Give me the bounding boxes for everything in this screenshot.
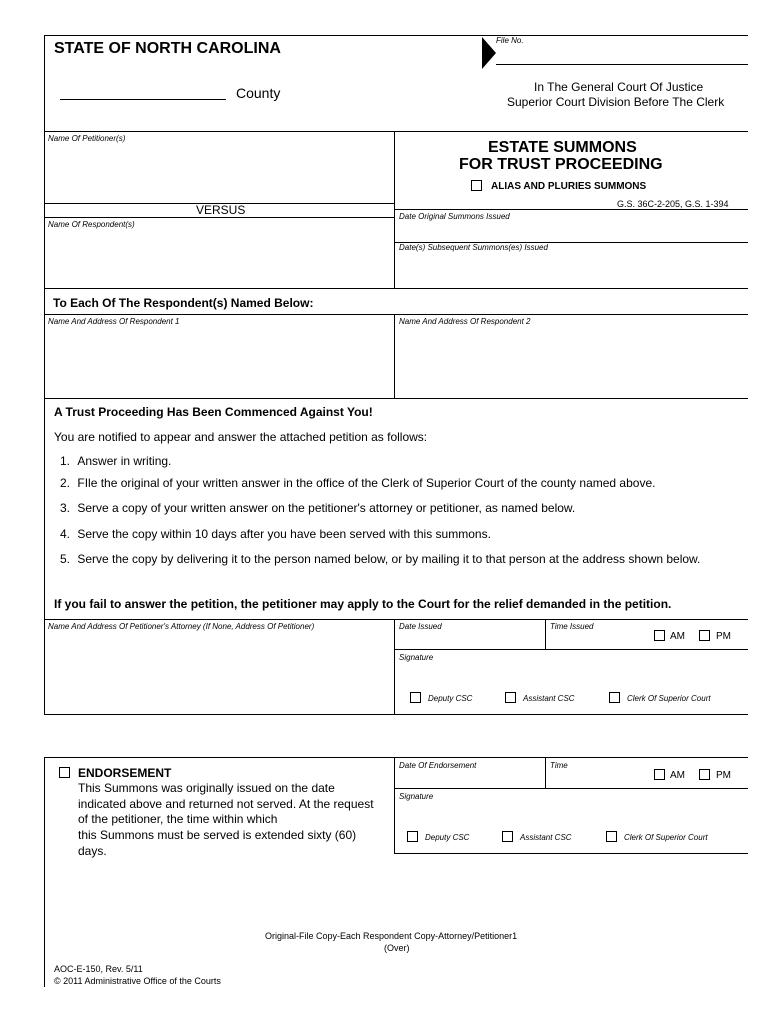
attorney-input[interactable] [48, 633, 388, 711]
signature-input[interactable] [399, 663, 744, 685]
form-title-line2: FOR TRUST PROCEEDING [459, 156, 663, 173]
date-original-input[interactable] [399, 222, 744, 240]
respondents-bottom-rule [44, 398, 748, 399]
endorsement-time-divider [545, 757, 546, 788]
endorsement-checkbox[interactable] [59, 767, 70, 778]
endorsement-date-label: Date Of Endorsement [399, 761, 477, 770]
am-checkbox[interactable] [654, 630, 665, 641]
endorsement-bottom-rule [394, 853, 748, 854]
item-number: 2. [60, 476, 71, 490]
court-line-2: Superior Court Division Before The Clerk [507, 95, 725, 109]
issuance-bottom-rule [44, 714, 748, 715]
title-rule [394, 209, 748, 210]
respondent-2-input[interactable] [399, 328, 744, 394]
time-issued-label: Time Issued [550, 622, 594, 631]
top-rule [44, 35, 748, 36]
date-subsequent-label: Date(s) Subsequent Summons(es) Issued [399, 243, 548, 252]
endorsement-date-input[interactable] [399, 771, 541, 785]
statute-label: G.S. 36C-2-205, G.S. 1-394 [617, 199, 729, 209]
endorsement-line-3: of the petitioner, the time within which [78, 812, 278, 826]
time-divider [545, 619, 546, 649]
petitioner-input[interactable] [48, 146, 388, 200]
alias-label: ALIAS AND PLURIES SUMMONS [491, 181, 647, 192]
alias-checkbox[interactable] [471, 180, 482, 191]
notice-item-2 [60, 476, 655, 490]
endorsement-assistant-label: Assistant CSC [520, 833, 572, 842]
endorsement-divider [394, 757, 395, 853]
county-input[interactable] [60, 84, 226, 98]
respondent-input[interactable] [48, 232, 388, 284]
form-number: AOC-E-150, Rev. 5/11 [54, 964, 143, 974]
endorsement-signature-input[interactable] [399, 802, 744, 824]
endorsement-line-1: This Summons was originally issued on the date [78, 781, 335, 795]
versus-label: VERSUS [196, 203, 246, 217]
clerk-checkbox[interactable] [609, 692, 620, 703]
item-text: Answer in writing. [77, 454, 172, 468]
court-line-1: In The General Court Of Justice [534, 80, 704, 94]
respondents-heading: To Each Of The Respondent(s) Named Below: [53, 296, 314, 310]
item-number: 1. [60, 454, 71, 468]
endorsement-pm-label: PM [716, 770, 731, 781]
endorsement-am-checkbox[interactable] [654, 769, 665, 780]
notice-item-3 [60, 501, 575, 515]
notice-item-4 [60, 527, 491, 541]
endorsement-left-border [44, 757, 45, 987]
endorsement-clerk-label: Clerk Of Superior Court [624, 833, 708, 842]
item-number: 3. [60, 501, 71, 515]
distribution-text: Original-File Copy-Each Respondent Copy-Attorney/Petitioner1 [265, 931, 518, 941]
form-title-line1: ESTATE SUMMONS [488, 139, 637, 156]
signature-label: Signature [399, 653, 434, 662]
item-text: FIle the original of your written answer in the office of the Clerk of Superior Court of the county named above. [77, 476, 656, 490]
signature-top-rule [394, 649, 748, 650]
date-issued-label: Date Issued [399, 622, 442, 631]
respondent-1-input[interactable] [48, 328, 388, 394]
state-title: STATE OF NORTH CAROLINA [54, 40, 281, 57]
deputy-csc-label: Deputy CSC [428, 694, 473, 703]
notice-item-5 [60, 552, 700, 566]
endorsement-am-label: AM [670, 770, 685, 781]
endorsement-deputy-checkbox[interactable] [407, 831, 418, 842]
item-number: 4. [60, 527, 71, 541]
item-text: Serve the copy by delivering it to the person named below, or by mailing it to that person at the address shown below. [77, 552, 701, 566]
notice-item-1 [60, 454, 171, 468]
item-text: Serve a copy of your written answer on the petitioner's attorney or petitioner, as named below. [77, 501, 576, 515]
issuance-top-rule [44, 619, 748, 620]
endorsement-signature-label: Signature [399, 792, 434, 801]
endorsement-assistant-checkbox[interactable] [502, 831, 513, 842]
respondent-2-label: Name And Address Of Respondent 2 [399, 317, 531, 326]
endorsement-signature-top-rule [394, 788, 748, 789]
petitioner-label: Name Of Petitioner(s) [48, 134, 126, 143]
endorsement-line-5: days. [78, 844, 107, 858]
file-no-rule [496, 64, 748, 65]
endorsement-top-rule [44, 757, 748, 758]
county-blank-line [60, 99, 226, 100]
clerk-label: Clerk Of Superior Court [627, 694, 711, 703]
parties-top-rule [44, 131, 748, 132]
notice-heading: A Trust Proceeding Has Been Commenced Against You! [54, 405, 373, 419]
assistant-csc-label: Assistant CSC [523, 694, 575, 703]
date-issued-input[interactable] [399, 632, 541, 646]
respondent-1-label: Name And Address Of Respondent 1 [48, 317, 180, 326]
notice-intro: You are notified to appear and answer the attached petition as follows: [54, 430, 428, 444]
date-subsequent-input[interactable] [399, 254, 744, 284]
respondents-heading-rule [44, 314, 748, 315]
issuance-divider [394, 619, 395, 715]
respondent-label: Name Of Respondent(s) [48, 220, 135, 229]
versus-rule [44, 217, 394, 218]
attorney-label: Name And Address Of Petitioner's Attorney (If None, Address Of Petitioner) [48, 622, 315, 631]
copyright-text: © 2011 Administrative Office of the Courts [54, 976, 221, 986]
item-number: 5. [60, 552, 71, 566]
file-no-label: File No. [496, 36, 524, 45]
endorsement-line-2: indicated above and returned not served. At the request [78, 797, 374, 811]
date-original-label: Date Original Summons Issued [399, 212, 510, 221]
warning-text: If you fail to answer the petition, the petitioner may apply to the Court for the relief demanded in the petition. [54, 597, 672, 611]
endorsement-clerk-checkbox[interactable] [606, 831, 617, 842]
am-label: AM [670, 631, 685, 642]
assistant-csc-checkbox[interactable] [505, 692, 516, 703]
endorsement-heading: ENDORSEMENT [78, 766, 172, 780]
endorsement-line-4: this Summons must be served is extended sixty (60) [78, 828, 357, 842]
endorsement-deputy-label: Deputy CSC [425, 833, 470, 842]
left-border [44, 35, 45, 715]
deputy-csc-checkbox[interactable] [410, 692, 421, 703]
county-label: County [236, 85, 281, 101]
endorsement-time-label: Time [550, 761, 568, 770]
pm-checkbox[interactable] [699, 630, 710, 641]
file-no-input[interactable] [496, 45, 746, 63]
parties-bottom-rule [44, 288, 748, 289]
over-text: (Over) [384, 943, 410, 953]
endorsement-pm-checkbox[interactable] [699, 769, 710, 780]
respondents-divider [394, 314, 395, 398]
pm-label: PM [716, 631, 731, 642]
file-arrow-icon [482, 37, 496, 69]
item-text: Serve the copy within 10 days after you have been served with this summons. [77, 527, 491, 541]
